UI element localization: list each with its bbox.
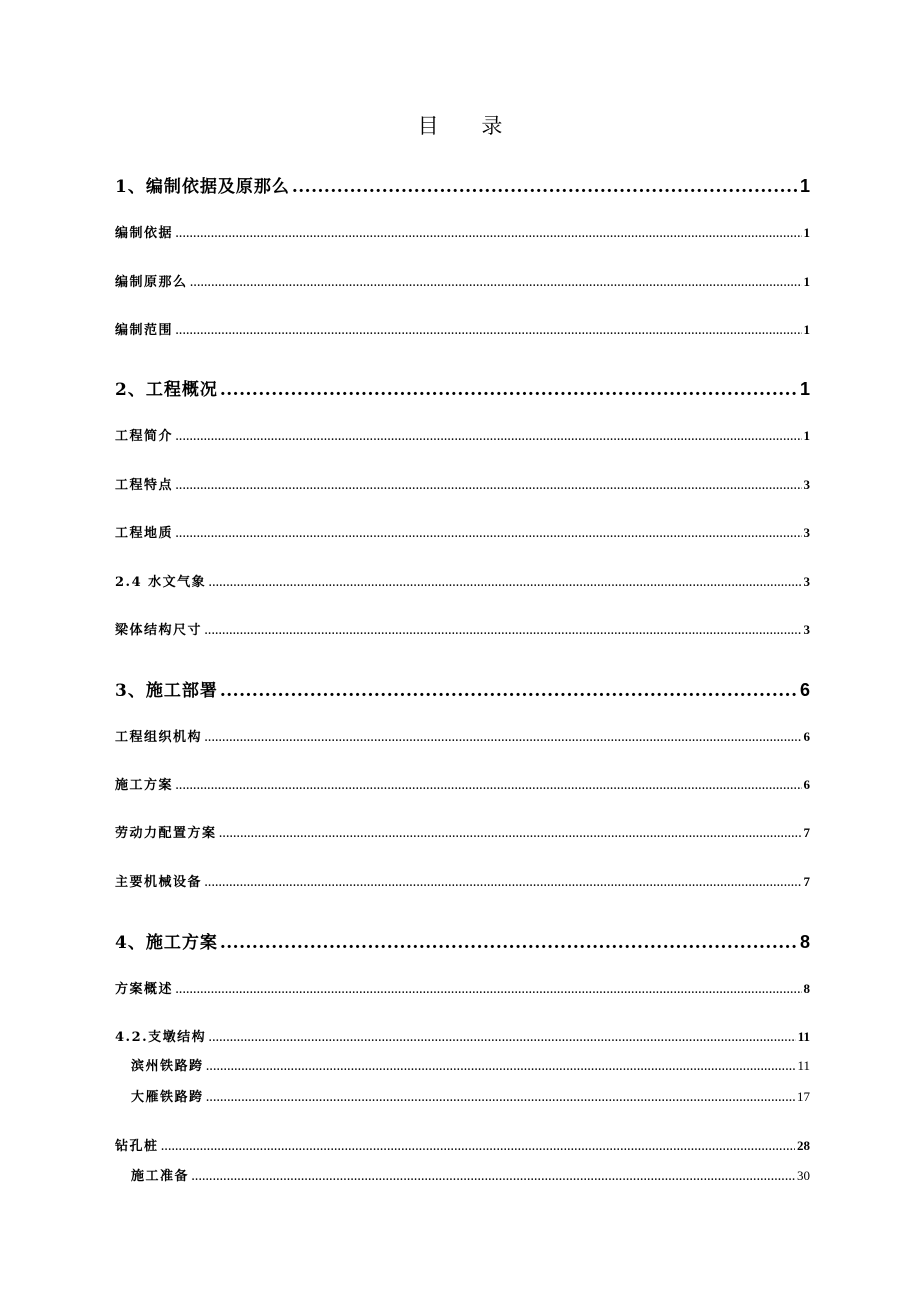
toc-entry-label: 4、施工方案 [115, 933, 218, 953]
toc-leader-dots [208, 1030, 796, 1045]
toc-leader-dots [219, 826, 802, 841]
toc-entry-label: 工程地质 [115, 526, 174, 541]
toc-entry[interactable] [131, 1165, 810, 1184]
toc-entry-label: 方案概述 [115, 982, 174, 997]
toc-entry-label: 工程组织机构 [115, 730, 203, 745]
toc-entry[interactable] [115, 1026, 810, 1045]
toc-leader-dots [175, 778, 801, 793]
toc-entry[interactable] [115, 928, 810, 953]
toc-entry[interactable] [115, 871, 810, 890]
toc-entry-label: 编制范围 [115, 323, 174, 338]
toc-leader-dots [204, 730, 801, 745]
toc-entry-label: 编制依据 [115, 226, 174, 241]
toc-entry-page: 17 [797, 1089, 810, 1104]
toc-entry[interactable] [115, 319, 810, 338]
toc-leader-dots [191, 1169, 795, 1184]
toc-entry-label: 钻孔桩 [115, 1139, 159, 1154]
toc-entry[interactable] [115, 522, 810, 541]
toc-entry[interactable] [115, 822, 810, 841]
toc-entry[interactable] [115, 474, 810, 493]
toc-leader-dots [204, 875, 801, 890]
toc-entry[interactable] [115, 774, 810, 793]
toc-entry[interactable] [115, 676, 810, 701]
toc-entry-label: 施工方案 [115, 778, 174, 793]
toc-leader-dots [208, 575, 801, 590]
toc-leader-dots [175, 478, 801, 493]
toc-entry-label: 4.2.支墩结构 [115, 1030, 207, 1045]
toc-entry-label: 主要机械设备 [115, 875, 203, 890]
toc-leader-dots [161, 1139, 795, 1154]
toc-leader-dots [206, 1090, 795, 1105]
toc-leader-dots [175, 982, 801, 997]
toc-entry[interactable] [115, 978, 810, 997]
toc-leader-dots [175, 429, 801, 444]
toc-entry-page: 1 [799, 176, 810, 196]
toc-entry[interactable] [115, 571, 810, 590]
toc-entry[interactable] [131, 1086, 810, 1105]
toc-entry[interactable] [115, 619, 810, 638]
toc-entry-page: 30 [797, 1168, 810, 1183]
toc-entry-page: 3 [803, 622, 810, 637]
toc-entry-page: 6 [803, 729, 810, 744]
toc-entry-label: 施工准备 [131, 1169, 190, 1184]
toc-entry-page: 7 [803, 874, 810, 889]
toc-entry-page: 1 [803, 428, 810, 443]
toc-leader-dots [220, 933, 798, 953]
toc-entry-page: 1 [803, 322, 810, 337]
toc-leader-dots [292, 177, 798, 197]
toc-entry-page: 6 [803, 777, 810, 792]
toc-leader-dots [220, 380, 798, 400]
toc-entry[interactable] [115, 1135, 810, 1154]
toc-entry-label: 大雁铁路跨 [131, 1090, 204, 1105]
toc-leader-dots [175, 226, 801, 241]
toc-entry[interactable] [115, 375, 810, 400]
toc-entry[interactable] [115, 726, 810, 745]
toc-entry[interactable] [115, 425, 810, 444]
toc-entry-page: 3 [803, 477, 810, 492]
toc-entry-page: 8 [799, 932, 810, 952]
toc-entry-page: 11 [797, 1058, 810, 1073]
toc-leader-dots [206, 1059, 796, 1074]
toc-leader-dots [175, 323, 801, 338]
toc-leader-dots [204, 623, 801, 638]
toc-leader-dots [175, 526, 801, 541]
toc-entry-page: 1 [799, 379, 810, 399]
toc-entry-page: 7 [803, 825, 810, 840]
page-title: 目 录 [417, 114, 521, 138]
toc-entry-label: 劳动力配置方案 [115, 826, 217, 841]
toc-entry-page: 3 [803, 525, 810, 540]
toc-entry-label: 2、工程概况 [115, 380, 218, 400]
toc-leader-dots [190, 275, 802, 290]
toc-entry-label: 工程特点 [115, 478, 174, 493]
toc-entry-label: 编制原那么 [115, 275, 188, 290]
toc-entry-label: 1、编制依据及原那么 [115, 177, 290, 197]
toc-entry[interactable] [115, 271, 810, 290]
toc-entry-label: 梁体结构尺寸 [115, 623, 203, 638]
toc-entry-label: 2.4 水文气象 [115, 575, 207, 590]
toc-entry-page: 11 [797, 1029, 810, 1044]
toc-entry[interactable] [115, 172, 810, 197]
toc-entry-page: 8 [803, 981, 810, 996]
toc-entry-label: 滨州铁路跨 [131, 1059, 204, 1074]
toc-entry-page: 3 [803, 574, 810, 589]
toc-entry-label: 工程简介 [115, 429, 174, 444]
toc-entry-page: 1 [803, 274, 810, 289]
toc-entry-page: 6 [799, 680, 810, 700]
toc-entry[interactable] [131, 1055, 810, 1074]
toc-entry-label: 3、施工部署 [115, 681, 218, 701]
toc-leader-dots [220, 681, 798, 701]
toc-entry-page: 28 [797, 1138, 810, 1153]
toc-entry-page: 1 [803, 225, 810, 240]
toc-entry[interactable] [115, 222, 810, 241]
